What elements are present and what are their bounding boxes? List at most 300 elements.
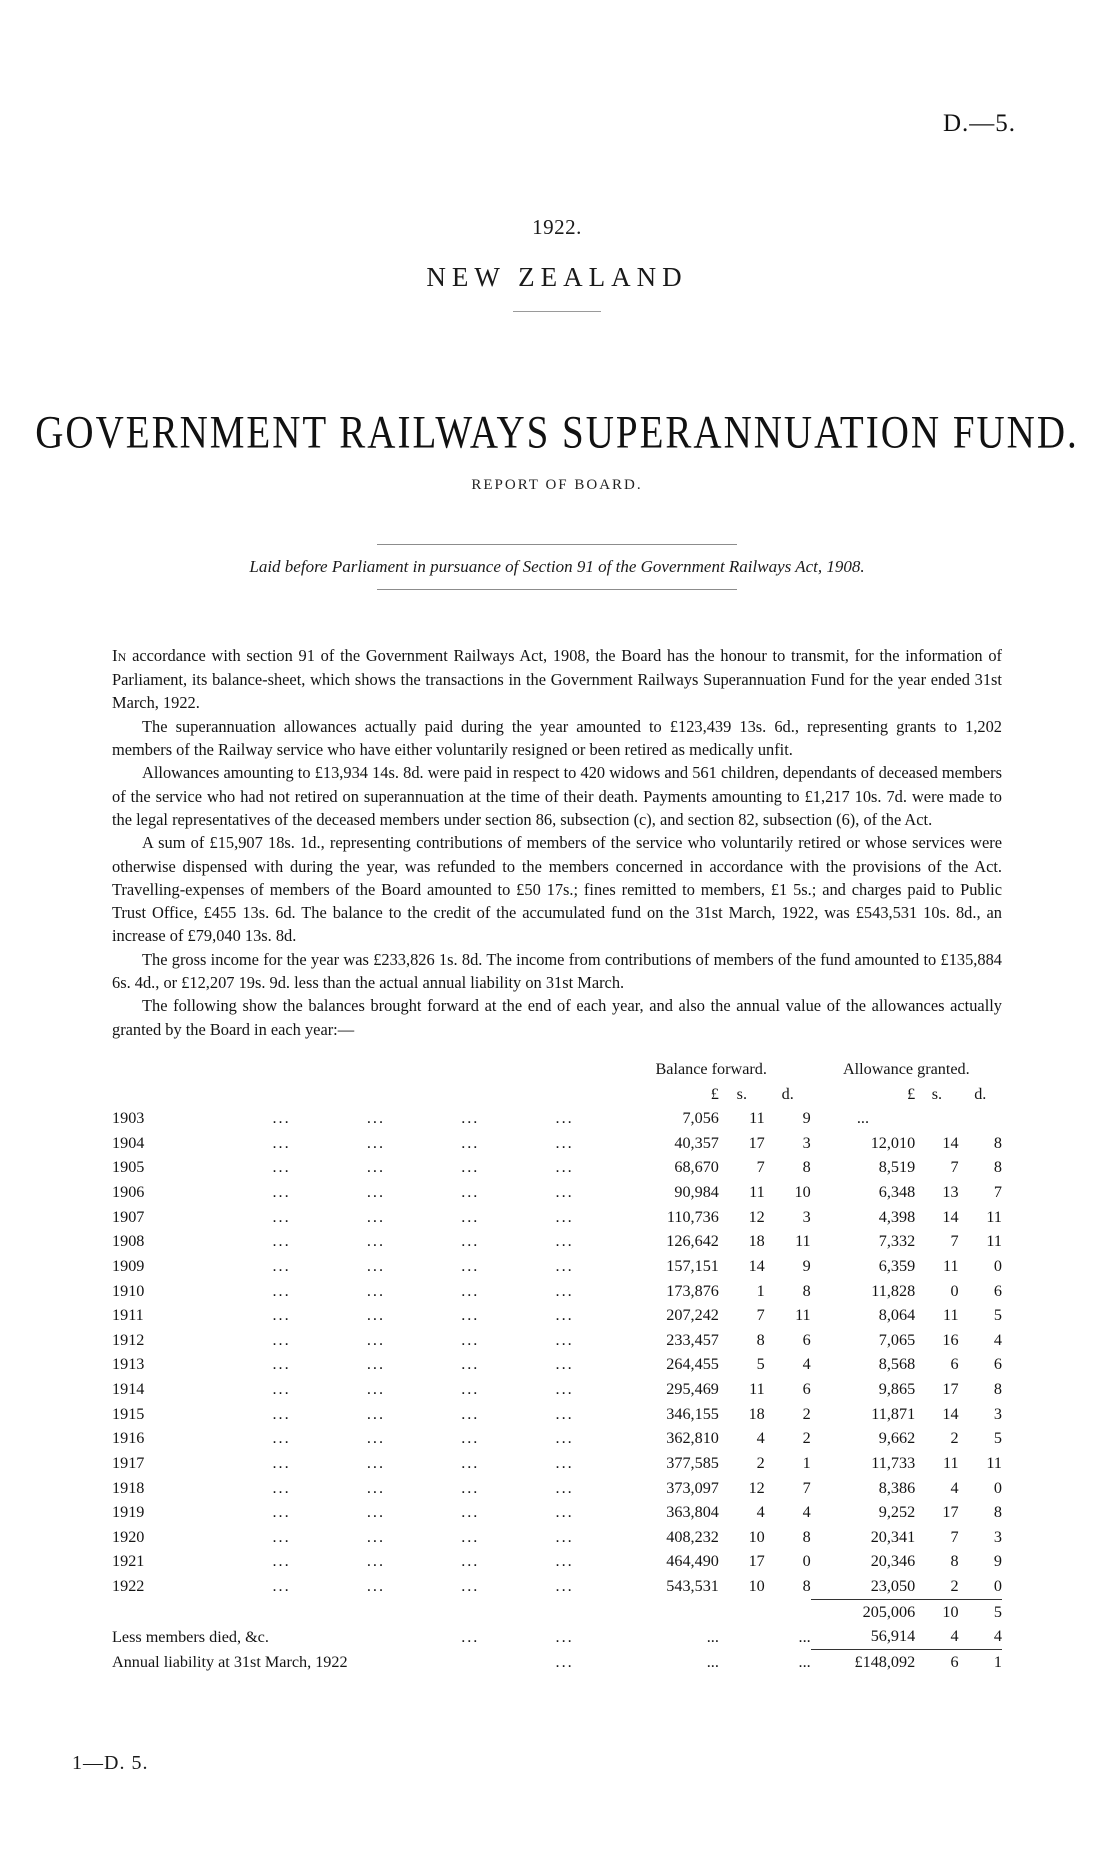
paragraph-3: Allowances amounting to £13,934 14s. 8d. were paid in respect to 420 widows and 561 children, dependants of deceased members of the service who had not retired on superannuation at the time of their death. Payments amounting to £1,217 10s. 7d. were made to the legal representatives of the deceased members under section 86, subsection (c), and section 82, subsection (6), of the Act. [112, 763, 1002, 829]
row-dots-3: ... [461, 1380, 480, 1398]
row-dots-2: ... [366, 1256, 385, 1275]
row-dots-3: ... [461, 1527, 480, 1546]
less-allowance-pence: 4 [993, 1627, 1002, 1646]
less-dots-3: ... [706, 1627, 719, 1646]
row-allowance-pence: 9 [993, 1552, 1002, 1571]
row-dots-3: ... [461, 1306, 480, 1325]
annual-liability-pounds: £148,092 [811, 1649, 916, 1674]
paragraph-5: The gross income for the year was £233,826 1s. 8d. The income from contributions of members of the fund amounted to £135,884 6s. 4d., or £12,207 19s. 9d. less than the actual annual liability on 31st March. [112, 949, 1002, 992]
row-balance-pence: 11 [795, 1232, 811, 1251]
table-row [112, 1402, 1002, 1427]
table-row [112, 1352, 1002, 1377]
totals-spacer-4 [517, 1599, 611, 1624]
annual-spacer-1 [719, 1649, 765, 1674]
row-balance-pounds: 346,155 [666, 1404, 719, 1423]
row-allowance-pounds: 11,871 [871, 1404, 916, 1423]
totals-spacer-6 [719, 1599, 765, 1624]
row-balance-pence: 8 [802, 1158, 811, 1177]
totals-spacer-5 [612, 1599, 719, 1624]
row-allowance-pence: 6 [993, 1281, 1002, 1300]
row-dots-2: ... [366, 1380, 385, 1398]
row-allowance-pounds: 11,733 [871, 1453, 916, 1472]
row-allowance-pence: 0 [993, 1577, 1002, 1595]
annual-liability-pence: 1 [959, 1649, 1002, 1674]
annual-liability-row [112, 1649, 1002, 1674]
totals-row [112, 1599, 1002, 1624]
row-year: 1908 [112, 1232, 145, 1251]
less-dots-1: ... [461, 1627, 480, 1646]
row-balance-pence: 8 [802, 1577, 811, 1596]
units-allowance-pounds: £ [907, 1084, 916, 1103]
laid-before-block [0, 544, 1114, 590]
row-balance-pence: 4 [802, 1355, 811, 1374]
row-balance-pounds: 543,531 [666, 1577, 719, 1596]
row-balance-shillings: 7 [756, 1306, 765, 1325]
row-balance-pounds: 68,670 [674, 1158, 719, 1177]
row-dots-2: ... [366, 1109, 385, 1128]
row-year: 1910 [112, 1281, 145, 1300]
row-balance-shillings: 10 [748, 1527, 765, 1546]
row-dots-2: ... [366, 1207, 385, 1226]
row-year: 1904 [112, 1133, 145, 1152]
table-row [112, 1229, 1002, 1254]
row-allowance-shillings: 11 [942, 1256, 959, 1275]
row-allowance-pounds: 9,865 [878, 1380, 916, 1398]
table-row [112, 1131, 1002, 1156]
table-units-row [112, 1082, 1002, 1107]
row-allowance-shillings: 14 [942, 1404, 959, 1423]
header-balance-forward: Balance forward. [655, 1059, 767, 1078]
row-balance-pounds: 377,585 [666, 1453, 719, 1472]
row-dots-4: ... [555, 1158, 574, 1177]
table-row [112, 1106, 1002, 1131]
row-balance-shillings: 14 [748, 1256, 765, 1275]
row-allowance-pounds: 23,050 [870, 1577, 916, 1595]
row-allowance-shillings: 13 [942, 1183, 959, 1201]
row-balance-pence: 4 [802, 1503, 811, 1522]
row-year: 1906 [112, 1183, 145, 1201]
row-dots-4: ... [555, 1109, 574, 1128]
row-allowance-pence: 5 [993, 1429, 1002, 1448]
row-dots-1: ... [272, 1133, 291, 1152]
table-row [112, 1205, 1002, 1230]
totals-spacer-7 [765, 1599, 811, 1624]
balances-table-head [112, 1057, 1002, 1106]
row-dots-2: ... [366, 1281, 385, 1300]
row-year: 1922 [112, 1577, 145, 1596]
paragraph-1-lead: In [112, 646, 127, 665]
row-allowance-pence: 3 [993, 1404, 1002, 1423]
row-allowance-pounds: 4,398 [878, 1207, 916, 1226]
row-allowance-pounds: 20,346 [870, 1552, 916, 1571]
row-allowance-shillings: 6 [950, 1355, 959, 1374]
row-balance-pence: 9 [802, 1256, 811, 1275]
row-balance-pence: 7 [802, 1478, 811, 1497]
row-balance-pounds: 126,642 [666, 1232, 719, 1251]
row-dots-3: ... [461, 1133, 480, 1152]
row-allowance-pounds: 8,568 [878, 1355, 916, 1374]
row-year: 1916 [112, 1429, 145, 1448]
row-allowance-shillings: 17 [942, 1503, 959, 1522]
row-allowance-pounds: 8,064 [878, 1306, 916, 1325]
row-year: 1915 [112, 1404, 145, 1423]
row-allowance-pence: 8 [993, 1133, 1002, 1152]
totals-spacer-2 [329, 1599, 423, 1624]
row-year: 1911 [112, 1306, 144, 1325]
row-allowance-pence: 0 [993, 1478, 1002, 1497]
table-row [112, 1254, 1002, 1279]
row-allowance-shillings: 11 [942, 1453, 959, 1472]
row-dots-3: ... [461, 1355, 480, 1374]
row-allowance-shillings: 2 [950, 1429, 959, 1448]
row-dots-3: ... [461, 1256, 480, 1275]
row-dots-1: ... [272, 1207, 291, 1226]
paragraph-4: A sum of £15,907 18s. 1d., representing contributions of members of the service who voluntarily retired or whose services were otherwise dispensed with during the year, was refunded to the members concerned in accordance with the provisions of the Act. Travelling-expenses of members of the Board amounted to £50 17s.; fines remitted to members, £1 5s.; and charges paid to Public Trust Office, £455 13s. 6d. The balance to the credit of the accumulated fund on the 31st March, 1922, was £543,531 10s. 8d., an increase of £79,040 13s. 8d. [112, 833, 1002, 946]
row-balance-pence: 2 [802, 1429, 811, 1448]
paragraph-2: The superannuation allowances actually paid during the year amounted to £123,439 13s. 6d., representing grants to 1,202 members of the Railway service who have either voluntarily resigned or been retired as medically unfit. [112, 716, 1002, 760]
row-balance-pence: 6 [802, 1330, 811, 1349]
row-allowance-pence: 5 [993, 1306, 1002, 1325]
row-dots-4: ... [555, 1232, 574, 1251]
row-balance-pounds: 40,357 [674, 1133, 719, 1152]
row-dots-3: ... [461, 1330, 480, 1349]
row-dots-2: ... [366, 1453, 385, 1472]
row-dots-4: ... [555, 1404, 574, 1423]
row-year: 1907 [112, 1207, 145, 1226]
less-allowance-shillings: 4 [950, 1627, 959, 1646]
row-balance-pence: 0 [802, 1552, 811, 1571]
row-dots-3: ... [461, 1232, 480, 1251]
row-allowance-pounds: 8,519 [878, 1158, 916, 1177]
row-dots-2: ... [366, 1306, 385, 1325]
row-dots-2: ... [366, 1552, 385, 1571]
row-balance-shillings: 11 [749, 1183, 765, 1201]
table-row [112, 1377, 1002, 1402]
table-header-row [112, 1057, 1002, 1082]
table-row [112, 1500, 1002, 1525]
less-members-died-row [112, 1624, 1002, 1649]
balances-table [112, 1057, 1002, 1675]
row-allowance-pence: 11 [986, 1453, 1002, 1472]
row-year: 1909 [112, 1256, 145, 1275]
row-balance-pounds: 464,490 [666, 1552, 719, 1571]
totals-spacer-1 [234, 1599, 328, 1624]
row-dots-2: ... [366, 1183, 385, 1201]
page-subtitle: REPORT OF BOARD. [471, 477, 643, 493]
row-year: 1913 [112, 1355, 145, 1374]
document-number: D.—5. [942, 110, 1016, 137]
row-dots-1: ... [272, 1503, 291, 1522]
row-allowance-pence: 4 [993, 1330, 1002, 1349]
units-spacer-dots4 [517, 1082, 611, 1107]
row-dots-2: ... [366, 1429, 385, 1448]
units-balance-shillings: s. [736, 1084, 747, 1103]
row-allowance-pounds: ... [856, 1109, 869, 1128]
units-spacer-dots2 [329, 1082, 423, 1107]
balances-table-foot [112, 1599, 1002, 1674]
row-allowance-shillings: 2 [950, 1577, 959, 1595]
row-balance-pounds: 173,876 [666, 1281, 719, 1300]
row-balance-shillings: 4 [756, 1429, 765, 1448]
units-allowance-shillings: s. [931, 1084, 943, 1103]
total-allowance-shillings: 10 [915, 1599, 958, 1624]
row-balance-pounds: 90,984 [674, 1183, 719, 1201]
row-dots-1: ... [272, 1404, 291, 1423]
row-allowance-pounds: 9,252 [878, 1503, 916, 1522]
row-allowance-shillings: 7 [950, 1158, 959, 1177]
row-balance-pounds: 233,457 [666, 1330, 719, 1349]
row-dots-2: ... [366, 1133, 385, 1152]
row-balance-pounds: 295,469 [666, 1380, 719, 1398]
less-dots-4: ... [798, 1627, 811, 1646]
balances-table-wrapper [112, 1057, 1002, 1675]
header-allowance-granted: Allowance granted. [842, 1059, 970, 1078]
row-dots-2: ... [366, 1503, 385, 1522]
row-balance-shillings: 17 [748, 1552, 765, 1571]
row-allowance-pounds: 7,332 [878, 1232, 916, 1251]
row-year: 1918 [112, 1478, 145, 1497]
less-dots-2: ... [555, 1627, 574, 1646]
units-spacer-dots3 [423, 1082, 517, 1107]
table-row [112, 1574, 1002, 1599]
page-title: GOVERNMENT RAILWAYS SUPERANNUATION FUND. [35, 407, 1079, 458]
row-balance-pounds: 373,097 [666, 1478, 719, 1497]
row-year: 1903 [112, 1109, 145, 1128]
row-dots-3: ... [461, 1207, 480, 1226]
row-allowance-pence: 11 [986, 1207, 1002, 1226]
paragraph-1-text: accordance with section 91 of the Government Railways Act, 1908, the Board has the honour to transmit, for the information of Parliament, its balance-sheet, which shows the transactions in the Government Railways Superannuation Fund for the year ended 31st March, 1922. [112, 646, 1002, 713]
row-dots-4: ... [555, 1380, 574, 1398]
units-spacer-year [112, 1082, 234, 1107]
row-balance-shillings: 12 [748, 1207, 765, 1226]
row-allowance-shillings: 7 [950, 1527, 959, 1546]
row-dots-3: ... [461, 1552, 480, 1571]
row-allowance-pence: 3 [993, 1527, 1002, 1546]
row-allowance-shillings [915, 1106, 958, 1131]
row-balance-shillings: 18 [748, 1232, 765, 1251]
totals-spacer-year [112, 1599, 234, 1624]
row-balance-shillings: 1 [756, 1281, 765, 1300]
row-dots-3: ... [461, 1577, 480, 1596]
row-dots-4: ... [555, 1478, 574, 1497]
less-members-died-label: Less members died, &c. [112, 1627, 269, 1646]
row-allowance-pence: 8 [993, 1503, 1002, 1522]
row-year: 1917 [112, 1453, 145, 1472]
row-balance-pounds: 7,056 [682, 1109, 719, 1128]
rule-above-laid-line [377, 544, 737, 545]
row-allowance-pence: 0 [993, 1256, 1002, 1275]
row-allowance-shillings: 16 [942, 1330, 959, 1349]
row-dots-4: ... [555, 1330, 574, 1349]
row-balance-pounds: 408,232 [666, 1527, 719, 1546]
row-allowance-pence: 7 [993, 1183, 1002, 1201]
row-allowance-shillings: 7 [950, 1232, 959, 1251]
row-year: 1920 [112, 1527, 145, 1546]
row-dots-2: ... [366, 1158, 385, 1177]
row-allowance-pence [959, 1106, 1002, 1131]
row-allowance-pence: 8 [993, 1380, 1002, 1398]
table-row [112, 1279, 1002, 1304]
row-dots-1: ... [272, 1109, 291, 1128]
row-dots-4: ... [555, 1429, 574, 1448]
row-balance-pence: 8 [802, 1527, 811, 1546]
row-allowance-pounds: 6,359 [878, 1256, 916, 1275]
row-balance-pence: 8 [802, 1281, 811, 1300]
page-signature: 1—D. 5. [72, 1752, 149, 1774]
less-allowance-pounds: 56,914 [870, 1627, 916, 1646]
country-heading: NEW ZEALAND [426, 262, 688, 292]
row-dots-3: ... [461, 1183, 480, 1201]
row-dots-2: ... [366, 1527, 385, 1546]
row-dots-4: ... [555, 1207, 574, 1226]
row-dots-2: ... [366, 1355, 385, 1374]
table-row [112, 1328, 1002, 1353]
row-dots-2: ... [366, 1330, 385, 1349]
row-balance-pence: 2 [802, 1404, 811, 1423]
row-dots-2: ... [366, 1478, 385, 1497]
row-dots-2: ... [366, 1577, 385, 1596]
row-balance-shillings: 5 [756, 1355, 765, 1374]
row-allowance-pence: 11 [986, 1232, 1002, 1251]
row-balance-pounds: 207,242 [666, 1306, 719, 1325]
row-dots-1: ... [272, 1158, 291, 1177]
row-balance-pence: 6 [802, 1380, 811, 1398]
row-year: 1905 [112, 1158, 145, 1177]
table-row [112, 1155, 1002, 1180]
row-dots-1: ... [272, 1380, 291, 1398]
annual-dots-3: ... [798, 1652, 811, 1671]
less-spacer-1 [719, 1624, 765, 1649]
row-balance-shillings: 18 [748, 1404, 765, 1423]
row-dots-3: ... [461, 1478, 480, 1497]
heading-divider [513, 311, 601, 312]
rule-below-laid-line [377, 589, 737, 590]
header-spacer-dots2 [329, 1057, 423, 1082]
row-dots-3: ... [461, 1404, 480, 1423]
row-balance-shillings: 12 [748, 1478, 765, 1497]
row-allowance-shillings: 4 [950, 1478, 959, 1497]
report-body [112, 644, 1002, 1041]
row-dots-2: ... [366, 1232, 385, 1251]
annual-liability-shillings: 6 [915, 1649, 958, 1674]
row-allowance-shillings: 11 [942, 1306, 959, 1325]
paragraph-1 [112, 644, 1002, 715]
row-balance-shillings: 11 [749, 1380, 765, 1398]
row-dots-4: ... [555, 1503, 574, 1522]
row-dots-4: ... [555, 1183, 574, 1201]
row-balance-shillings: 2 [756, 1453, 765, 1472]
row-balance-pounds: 264,455 [666, 1355, 719, 1374]
row-dots-4: ... [555, 1552, 574, 1571]
row-allowance-pence: 6 [993, 1355, 1002, 1374]
table-row [112, 1525, 1002, 1550]
row-balance-shillings: 4 [756, 1503, 765, 1522]
row-dots-1: ... [272, 1183, 291, 1201]
row-dots-1: ... [272, 1552, 291, 1571]
row-dots-1: ... [272, 1281, 291, 1300]
row-dots-4: ... [555, 1355, 574, 1374]
row-balance-shillings: 11 [749, 1109, 765, 1128]
row-dots-4: ... [555, 1256, 574, 1275]
row-balance-pence: 3 [802, 1207, 811, 1226]
row-balance-pence: 10 [794, 1183, 811, 1201]
units-balance-pounds: £ [710, 1084, 719, 1103]
row-allowance-pence: 8 [993, 1158, 1002, 1177]
row-balance-pence: 9 [802, 1109, 811, 1128]
row-balance-pence: 3 [802, 1133, 811, 1152]
row-dots-4: ... [555, 1306, 574, 1325]
row-dots-1: ... [272, 1429, 291, 1448]
header-spacer-dots4 [517, 1057, 611, 1082]
row-dots-3: ... [461, 1453, 480, 1472]
row-dots-1: ... [272, 1256, 291, 1275]
publication-year: 1922. [532, 215, 582, 239]
row-year: 1919 [112, 1503, 145, 1522]
row-balance-pounds: 157,151 [666, 1256, 719, 1275]
row-dots-1: ... [272, 1453, 291, 1472]
row-allowance-shillings: 14 [942, 1207, 959, 1226]
table-row [112, 1476, 1002, 1501]
row-balance-shillings: 7 [756, 1158, 765, 1177]
row-dots-4: ... [555, 1453, 574, 1472]
row-balance-pounds: 110,736 [666, 1207, 719, 1226]
row-balance-pence: 1 [802, 1453, 811, 1472]
row-dots-3: ... [461, 1503, 480, 1522]
row-dots-1: ... [272, 1355, 291, 1374]
row-dots-1: ... [272, 1527, 291, 1546]
row-dots-2: ... [366, 1404, 385, 1423]
row-dots-1: ... [272, 1306, 291, 1325]
annual-dots-2: ... [706, 1652, 719, 1671]
totals-spacer-3 [423, 1599, 517, 1624]
laid-before-parliament-line: Laid before Parliament in pursuance of Section 91 of the Government Railways Act, 1908. [249, 557, 865, 576]
row-allowance-shillings: 0 [950, 1281, 959, 1300]
row-allowance-pounds: 11,828 [871, 1281, 916, 1300]
row-balance-pounds: 362,810 [666, 1429, 719, 1448]
row-allowance-pounds: 6,348 [878, 1183, 916, 1201]
header-spacer-dots1 [234, 1057, 328, 1082]
row-dots-3: ... [461, 1281, 480, 1300]
row-dots-4: ... [555, 1577, 574, 1596]
row-dots-4: ... [555, 1527, 574, 1546]
table-row [112, 1451, 1002, 1476]
row-dots-1: ... [272, 1577, 291, 1596]
row-allowance-pounds: 9,662 [878, 1429, 916, 1448]
annual-dots-1: ... [555, 1652, 574, 1671]
row-year: 1921 [112, 1552, 145, 1571]
row-allowance-pounds: 8,386 [878, 1478, 916, 1497]
row-dots-3: ... [461, 1429, 480, 1448]
row-allowance-shillings: 8 [950, 1552, 959, 1571]
row-dots-1: ... [272, 1478, 291, 1497]
table-row [112, 1549, 1002, 1574]
row-balance-shillings: 17 [748, 1133, 765, 1152]
row-allowance-pounds: 12,010 [870, 1133, 916, 1152]
row-balance-pence: 11 [795, 1306, 811, 1325]
header-spacer-year [112, 1057, 234, 1082]
table-row [112, 1180, 1002, 1205]
row-dots-4: ... [555, 1281, 574, 1300]
row-dots-3: ... [461, 1158, 480, 1177]
row-allowance-pounds: 7,065 [878, 1330, 916, 1349]
row-balance-shillings: 8 [756, 1330, 765, 1349]
total-allowance-pounds: 205,006 [811, 1599, 916, 1624]
units-spacer-dots1 [234, 1082, 328, 1107]
row-balance-shillings: 10 [748, 1577, 765, 1596]
row-dots-1: ... [272, 1330, 291, 1349]
table-row [112, 1426, 1002, 1451]
total-allowance-pence: 5 [959, 1599, 1002, 1624]
